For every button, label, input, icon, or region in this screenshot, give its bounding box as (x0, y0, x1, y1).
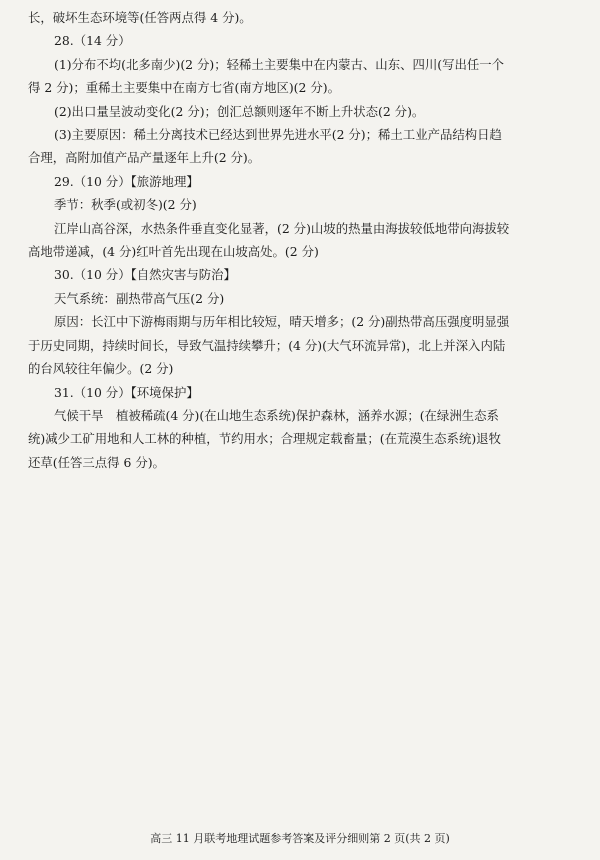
text-line: 高地带递减，(4 分)红叶首先出现在山坡高处。(2 分) (28, 244, 319, 260)
text-line: 29.（10 分）【旅游地理】 (54, 173, 199, 189)
text-line: 得 2 分)；重稀土主要集中在南方七省(南方地区)(2 分)。 (28, 80, 340, 96)
text-line: 长，破坏生态环境等(任答两点得 4 分)。 (28, 10, 252, 25)
text-line: 气候干旱 植被稀疏(4 分)(在山地生态系统)保护森林，涵养水源；(在绿洲生态系 (54, 407, 499, 423)
text-line: 28.（14 分） (54, 33, 131, 49)
text-line: 原因：长江中下游梅雨期与历年相比较短，晴天增多；(2 分)副热带高压强度明显强 (54, 314, 510, 330)
page-footer: 高三 11 月联考地理试题参考答案及评分细则第 2 页(共 2 页) (150, 832, 450, 845)
text-line: 季节：秋季(或初冬)(2 分) (54, 197, 197, 213)
text-line: (2)出口量呈波动变化(2 分)；创汇总额则逐年不断上升状态(2 分)。 (54, 103, 425, 119)
text-line: 于历史同期，持续时间长，导致气温持续攀升；(4 分)(大气环流异常)，北上并深入内陆 (28, 337, 506, 353)
text-line: (3)主要原因：稀土分离技术已经达到世界先进水平(2 分)；稀土工业产品结构日趋 (54, 127, 502, 143)
answer-text-body (28, 6, 580, 474)
text-line: 合理，高附加值产品产量逐年上升(2 分)。 (28, 150, 261, 166)
text-line: 的台风较往年偏少。(2 分) (28, 361, 174, 377)
text-line: 30.（10 分）【自然灾害与防治】 (54, 267, 236, 283)
text-line: 江岸山高谷深，水热条件垂直变化显著，(2 分)山坡的热量由海拔较低地带向海拔较 (54, 220, 510, 236)
text-line: 天气系统：副热带高气压(2 分) (54, 290, 225, 306)
text-line: 统)减少工矿用地和人工林的种植，节约用水；合理规定载畜量；(在荒漠生态系统)退牧 (28, 431, 501, 447)
text-line: (1)分布不均(北多南少)(2 分)；轻稀土主要集中在内蒙古、山东、四川(写出任一个 (54, 56, 505, 72)
text-line: 还草(任答三点得 6 分)。 (28, 454, 165, 470)
text-line: 31.（10 分）【环境保护】 (54, 384, 199, 400)
